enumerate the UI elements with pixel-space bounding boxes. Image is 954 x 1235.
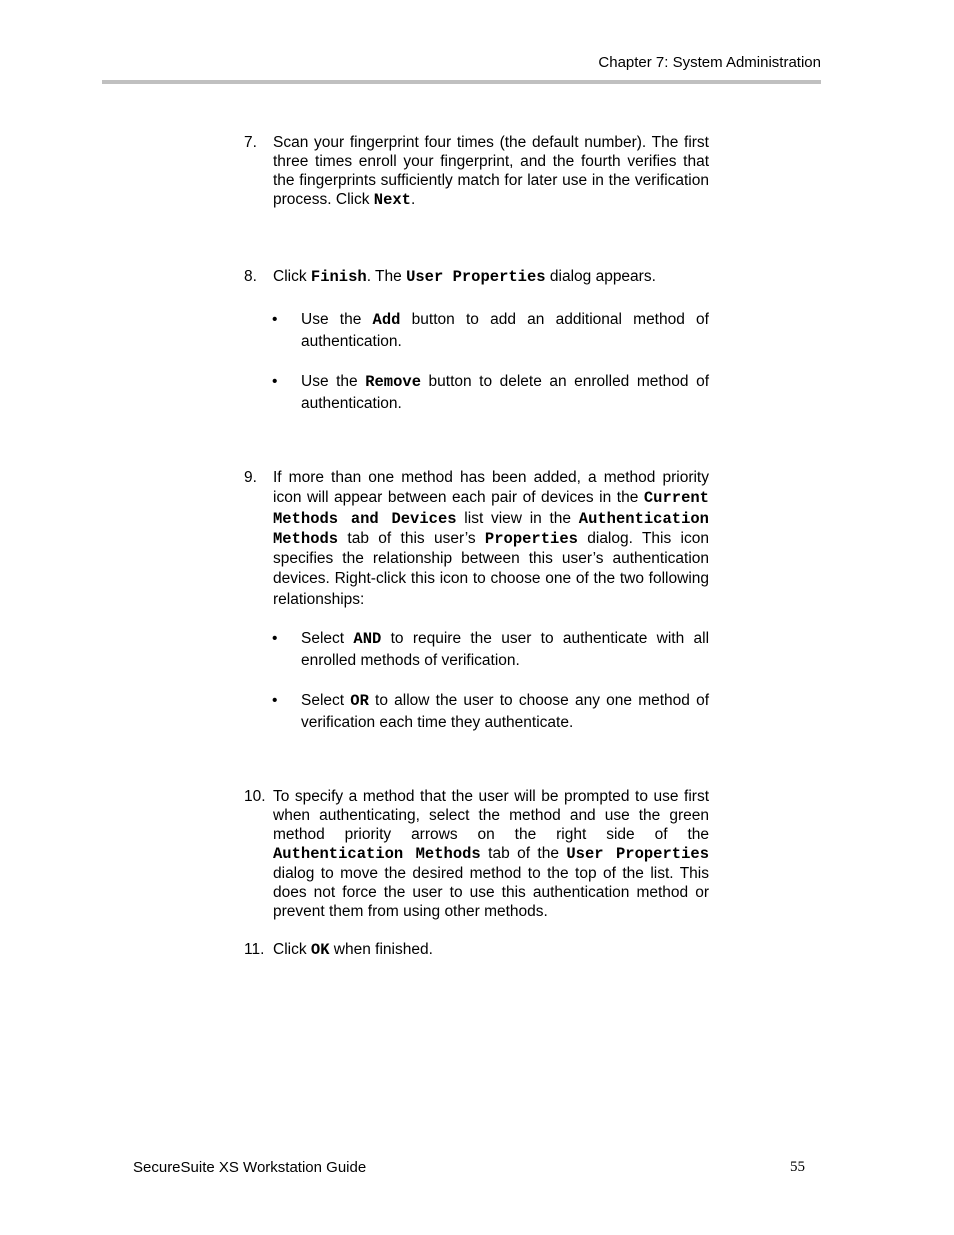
ui-term-user-properties: User Properties [406, 268, 546, 286]
step-text [273, 787, 709, 921]
text-run: dialog to move the desired method to the top of the list. This does not force the user to use this authentication method or prevent them from using other methods. [273, 865, 709, 920]
text-run: to allow the user to choose any one method of verification each time they authenticate. [301, 692, 709, 731]
step-7 [244, 133, 709, 210]
ui-term-properties: Properties [484, 529, 578, 548]
ui-term-next: Next [373, 191, 411, 209]
ui-term-authentication-methods: Authentication Methods [273, 845, 481, 863]
step-text [273, 468, 709, 610]
text-run: list view in the [456, 509, 579, 527]
step-number: 7. [244, 134, 257, 151]
step-text [273, 267, 709, 287]
header-rule [102, 80, 821, 84]
step-10 [244, 787, 709, 921]
text-run: Select [301, 630, 354, 647]
ui-term-remove: Remove [365, 373, 421, 391]
ui-term-user-properties: User Properties [566, 845, 709, 863]
bullet-dot: • [272, 373, 278, 390]
bullet-add [272, 309, 709, 352]
bullet-text [301, 371, 709, 414]
bullet-dot: • [272, 311, 278, 328]
text-run: dialog. This icon specifies the relationship between this user’s authentication devices. Right-click this icon to choose one of the two following relationships: [273, 529, 709, 608]
bullet-and [272, 628, 709, 671]
ui-term-current-methods: Current Methods and Devices [273, 489, 709, 528]
text-run: Use the [301, 311, 373, 328]
text-run: dialog appears. [545, 268, 656, 285]
bullet-dot: • [272, 692, 278, 709]
bullet-text [301, 628, 709, 671]
ui-term-or: OR [350, 692, 369, 710]
text-run: tab of the [480, 845, 567, 862]
footer-guide-title: SecureSuite XS Workstation Guide [133, 1159, 367, 1176]
ui-term-and: AND [353, 630, 382, 648]
step-number: 8. [244, 268, 257, 285]
text-run: button to delete an enrolled method of authentication. [301, 373, 709, 412]
bullet-or [272, 690, 709, 733]
step-number: 11. [244, 941, 265, 958]
bullet-text [301, 690, 709, 733]
ui-term-finish: Finish [310, 268, 367, 286]
step-9 [244, 468, 709, 610]
text-run: To specify a method that the user will be prompted to use first when authenticating, select the method and use the green method priority arrows on the right side of the [273, 788, 709, 843]
text-run: . The [366, 268, 407, 285]
page-number: 55 [790, 1159, 805, 1175]
ui-term-ok: OK [310, 941, 330, 959]
bullet-text [301, 309, 709, 352]
bullet-dot: • [272, 630, 278, 647]
text-run: when finished. [329, 941, 433, 958]
ui-term-add: Add [372, 311, 401, 329]
text-run: Click [273, 268, 311, 285]
text-run: button to add an additional method of authentication. [301, 311, 709, 350]
text-run: Use the [301, 373, 366, 390]
step-8 [244, 267, 709, 287]
text-run: Select [301, 692, 351, 709]
text-run: to require the user to authenticate with all enrolled methods of verification. [301, 630, 710, 669]
chapter-header: Chapter 7: System Administration [598, 54, 821, 71]
text-run: . [411, 191, 416, 208]
step-text [273, 940, 709, 960]
step-number: 9. [244, 469, 257, 486]
step-11 [244, 940, 709, 960]
text-run: Click [273, 941, 311, 958]
text-run: If more than one method has been added, a method priority icon will appear between each pair of devices in the [273, 469, 709, 507]
ui-term-authentication-methods: Authentication Methods [273, 509, 709, 548]
text-run: tab of this user’s [338, 529, 485, 547]
step-number: 10. [244, 788, 266, 805]
bullet-remove [272, 371, 709, 414]
text-run: Scan your fingerprint four times (the default number). The first three times enroll your fingerprint, and the fourth verifies that the fingerprints sufficiently match for later use in the verification process. Click [273, 134, 709, 208]
step-text [273, 133, 709, 210]
